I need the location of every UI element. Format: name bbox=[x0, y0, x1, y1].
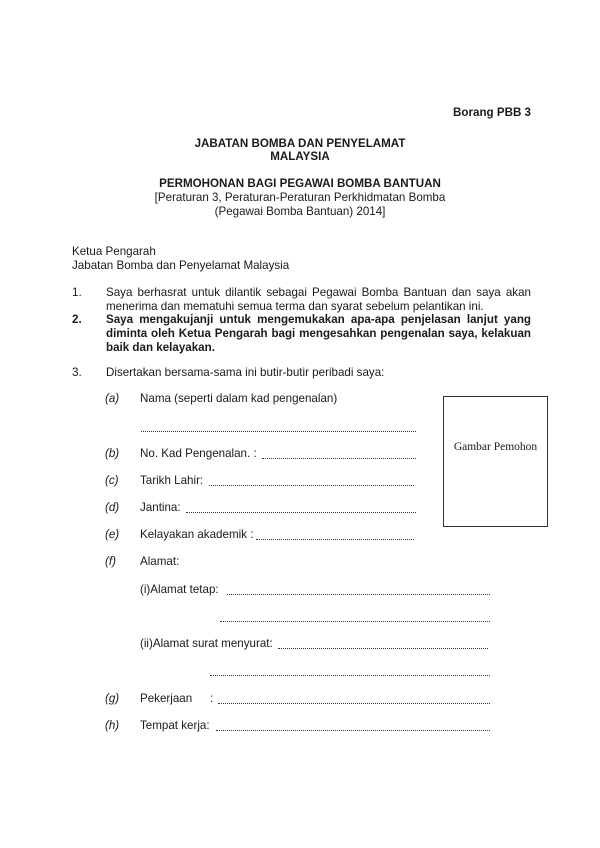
mailing-address-label: (ii)Alamat surat menyurat: bbox=[140, 637, 273, 650]
field-f-letter: (f) bbox=[105, 555, 116, 568]
permanent-address-input-2[interactable] bbox=[220, 611, 490, 622]
field-gender-input[interactable] bbox=[186, 502, 416, 513]
field-b-letter: (b) bbox=[105, 447, 120, 460]
field-ic-label: No. Kad Pengenalan. : bbox=[140, 447, 257, 460]
org-name-line2: MALAYSIA bbox=[270, 150, 330, 163]
mailing-address-input-1[interactable] bbox=[278, 638, 488, 649]
field-occupation-colon: : bbox=[210, 692, 214, 705]
addressee-org: Jabatan Bomba dan Penyelamat Malaysia bbox=[72, 259, 290, 272]
field-gender-label: Jantina: bbox=[140, 501, 181, 514]
item-1-text: Saya berhasrat untuk dilantik sebagai Pegawai Bomba Bantuan dan saya akan menerima dan mematuhi semua terma dan syarat sebelum pelantikan ini. bbox=[106, 286, 531, 313]
field-qualification-label: Kelayakan akademik : bbox=[140, 528, 254, 541]
form-title: PERMOHONAN BAGI PEGAWAI BOMBA BANTUAN bbox=[159, 177, 441, 190]
field-workplace-input[interactable] bbox=[216, 720, 490, 731]
permanent-address-input-1[interactable] bbox=[227, 584, 490, 595]
field-dob-label: Tarikh Lahir: bbox=[140, 474, 204, 487]
org-name-line1: JABATAN BOMBA DAN PENYELAMAT bbox=[194, 137, 406, 150]
mailing-address-input-2[interactable] bbox=[210, 665, 490, 676]
field-name-input[interactable] bbox=[141, 421, 416, 432]
field-d-letter: (d) bbox=[105, 501, 120, 514]
field-h-letter: (h) bbox=[105, 719, 120, 732]
form-code: Borang PBB 3 bbox=[453, 106, 531, 119]
applicant-photo-box[interactable] bbox=[443, 396, 548, 527]
item-3-number: 3. bbox=[72, 366, 82, 379]
field-g-letter: (g) bbox=[105, 692, 120, 705]
field-occupation-input[interactable] bbox=[218, 693, 490, 704]
permanent-address-label: (i)Alamat tetap: bbox=[140, 583, 219, 596]
field-a-letter: (a) bbox=[105, 392, 120, 405]
item-2-text: Saya mengakujanji untuk mengemukakan apa-apa penjelasan lanjut yang diminta oleh Ketua Pengarah bagi mengesahkan pengenalan saya, kelakuan baik dan kelayakan. bbox=[106, 313, 531, 354]
item-3-text: Disertakan bersama-sama ini butir-butir peribadi saya: bbox=[106, 366, 385, 379]
field-e-letter: (e) bbox=[105, 528, 120, 541]
field-c-letter: (c) bbox=[105, 474, 119, 487]
form-subtitle-2: (Pegawai Bomba Bantuan) 2014] bbox=[214, 205, 386, 218]
item-1-number: 1. bbox=[72, 286, 82, 299]
field-qualification-input[interactable] bbox=[256, 529, 414, 540]
field-occupation-label: Pekerjaan bbox=[140, 692, 193, 705]
field-address-label: Alamat: bbox=[140, 555, 180, 568]
field-name-label: Nama (seperti dalam kad pengenalan) bbox=[140, 392, 338, 405]
field-dob-input[interactable] bbox=[209, 475, 414, 486]
addressee-title: Ketua Pengarah bbox=[72, 245, 156, 258]
photo-label: Gambar Pemohon bbox=[453, 441, 538, 453]
field-workplace-label: Tempat kerja: bbox=[140, 719, 210, 732]
form-subtitle-1: [Peraturan 3, Peraturan-Peraturan Perkhidmatan Bomba bbox=[154, 191, 446, 204]
item-2-number: 2. bbox=[72, 313, 82, 326]
field-ic-input[interactable] bbox=[262, 448, 416, 459]
